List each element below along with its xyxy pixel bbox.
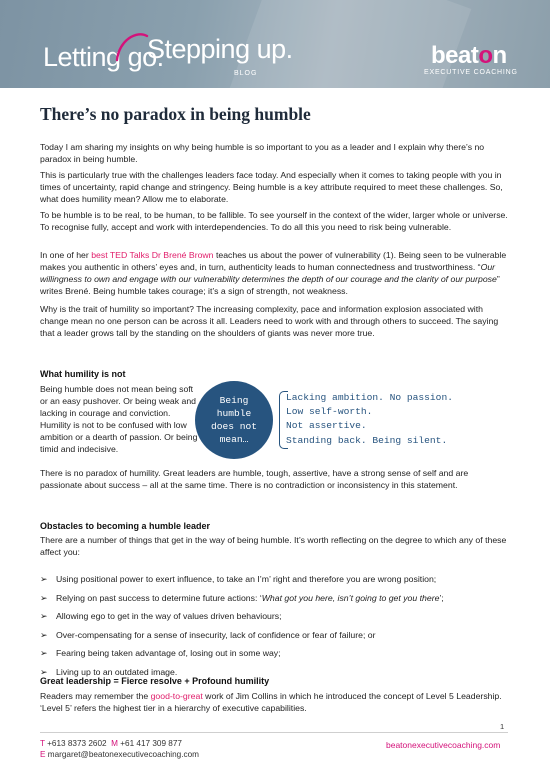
circle-line: mean… [219,434,249,445]
p7-text-a: Readers may remember the [40,691,151,701]
phone-number[interactable]: +613 8373 2602 [47,739,107,748]
phone-line [40,738,199,749]
bullet-text: Living up to an outdated image. [56,666,178,677]
arrow-bullet-icon: ➢ [40,666,48,677]
arrow-bullet-icon: ➢ [40,574,48,584]
heading-obstacles: Obstacles to becoming a humble leader [40,521,211,531]
heading-what-humility-is-not: What humility is not [40,369,126,379]
obstacles-list [40,573,510,684]
circle-line: Being [219,395,249,406]
brand-text-letting-go: Letting go. [43,42,164,72]
bullet-text: Using positional power to exert influence, to take an I’m’ right and therefore you are wrong position; [56,574,437,584]
arrow-bullet-icon: ➢ [40,648,48,658]
ted-talk-link[interactable]: best TED Talks Dr Brené Brown [91,250,214,260]
bullet-text: Allowing ego to get in the way of values driven behaviours; [56,611,282,621]
footer-divider [40,732,508,733]
logo-prefix: beat [431,42,479,69]
mobile-label: M [111,739,118,748]
circle-line: does not [210,421,258,432]
beaton-logo[interactable] [431,42,507,70]
humility-not-text: Being humble does not mean being soft or an easy pushover. Or being weak and lacking in courage and conviction. Humility is not to be confused with low ambition or a dearth of passion. Or being timid and indecisive. [40,384,198,454]
brand-text-stepping-up: Stepping up. [147,34,293,64]
article-title: There’s no paradox in being humble [40,104,311,124]
bullet-quote: What got you here, isn’t going to get you there [261,592,440,603]
footer-contact [40,738,199,760]
paragraph-no-paradox: There is no paradox of humility. Great leaders are humble, tough, assertive, have a strong sense of self and are passionate about success – all at the same time. There is no contradiction or inconsistency in this statement. [40,468,469,490]
humility-not-list [286,391,453,448]
logo-accent: o [478,42,493,69]
obstacles-intro: There are a number of things that get in the way of being humble. It’s worth reflecting on the degree to which any of these affect you: [40,535,507,557]
bullet-text: Relying on past success to determine future actions: ‘ [56,592,262,603]
p4-text-c: ” writes Brené. Being humble takes courage; it’s a sign of strength, not weakness. [40,274,500,296]
website-link[interactable]: beatonexecutivecoaching.com [386,740,501,750]
blog-tag: BLOG [234,70,258,77]
being-humble-circle [195,381,273,459]
page-number: 1 [500,722,505,731]
p4-text-b: teaches us about the power of vulnerability (1). Being seen to be vulnerable makes you authentic in others’ eyes and, in turn, authenticity leads to human connectedness and trustworthiness. “ [40,250,507,272]
paragraph-challenges: This is particularly true with the challenges leaders face today. And especially when it comes to taking people with you in times of uncertainty, rapid change and stringency. Being humble is a key attribute required to meet these challenges. So, what does humility mean? Allow me to elaborate. [40,170,503,204]
arrow-bullet-icon: ➢ [40,629,48,640]
logo-suffix: n [492,42,507,69]
good-to-great-link[interactable]: good-to-great [150,691,203,701]
humility-not-item: Standing back. Being silent. [286,434,448,446]
phone-label: T [40,739,45,748]
paragraph-brene-brown [40,249,508,297]
paragraph-jim-collins [40,690,508,714]
paragraph-intro: Today I am sharing my insights on why being humble is so important to you as a leader and I explain why there’s no paradox in being humble. [40,142,485,164]
humility-not-item: Not assertive. [286,420,367,432]
p4-quote: Our willingness to own and engage with our vulnerability determines the depth of our courage and the clarity of our purpose [40,262,497,284]
list-item [40,592,510,611]
list-item [40,573,510,592]
p7-text-b: work of Jim Collins in which he introduced the concept of Level 5 Leadership. ‘Level 5’ refers the highest tier in a hierarchy of executive capabilities. [40,691,502,713]
logo-subtitle: EXECUTIVE COACHING [424,69,518,76]
list-item [40,629,510,648]
p4-text-a: In one of her [40,250,92,260]
circle-line: humble [216,408,252,419]
bullet-text: Over-compensating for a sense of insecurity, lack of confidence or fear of failure; or [56,629,376,640]
bullet-text: Fearing being taken advantage of, losing out in some way; [56,648,281,658]
paragraph-to-be-humble: To be humble is to be real, to be human, to be fallible. To see yourself in the context of the wider, larger whole or universe. To recognise fully, accept and work with interdependencies. To do all this you need to risk being vulnerable. [40,210,508,232]
arrow-bullet-icon: ➢ [40,611,48,621]
paragraph-why-humility: Why is the trait of humility so important? The increasing complexity, pace and information explosion associated with change mean no one person can be across it all. Leaders need to work with and through others to succeed. The saying that a leader grows tall by the standing on the shoulders of giants was never more true. [40,304,499,338]
arrow-bullet-icon: ➢ [40,592,48,603]
list-item [40,610,510,629]
humility-not-item: Low self-worth. [286,406,373,418]
mobile-number[interactable]: +61 417 309 877 [120,739,182,748]
humility-not-item: Lacking ambition. No passion. [286,392,453,403]
email-address[interactable]: margaret@beatonexecutivecoaching.com [47,750,199,759]
email-line [40,749,199,760]
list-item [40,647,510,666]
heading-great-leadership: Great leadership = Fierce resolve + Profound humility [40,676,270,686]
header-banner [0,0,550,88]
email-label: E [40,750,46,759]
bullet-text-end: ’; [439,592,444,603]
